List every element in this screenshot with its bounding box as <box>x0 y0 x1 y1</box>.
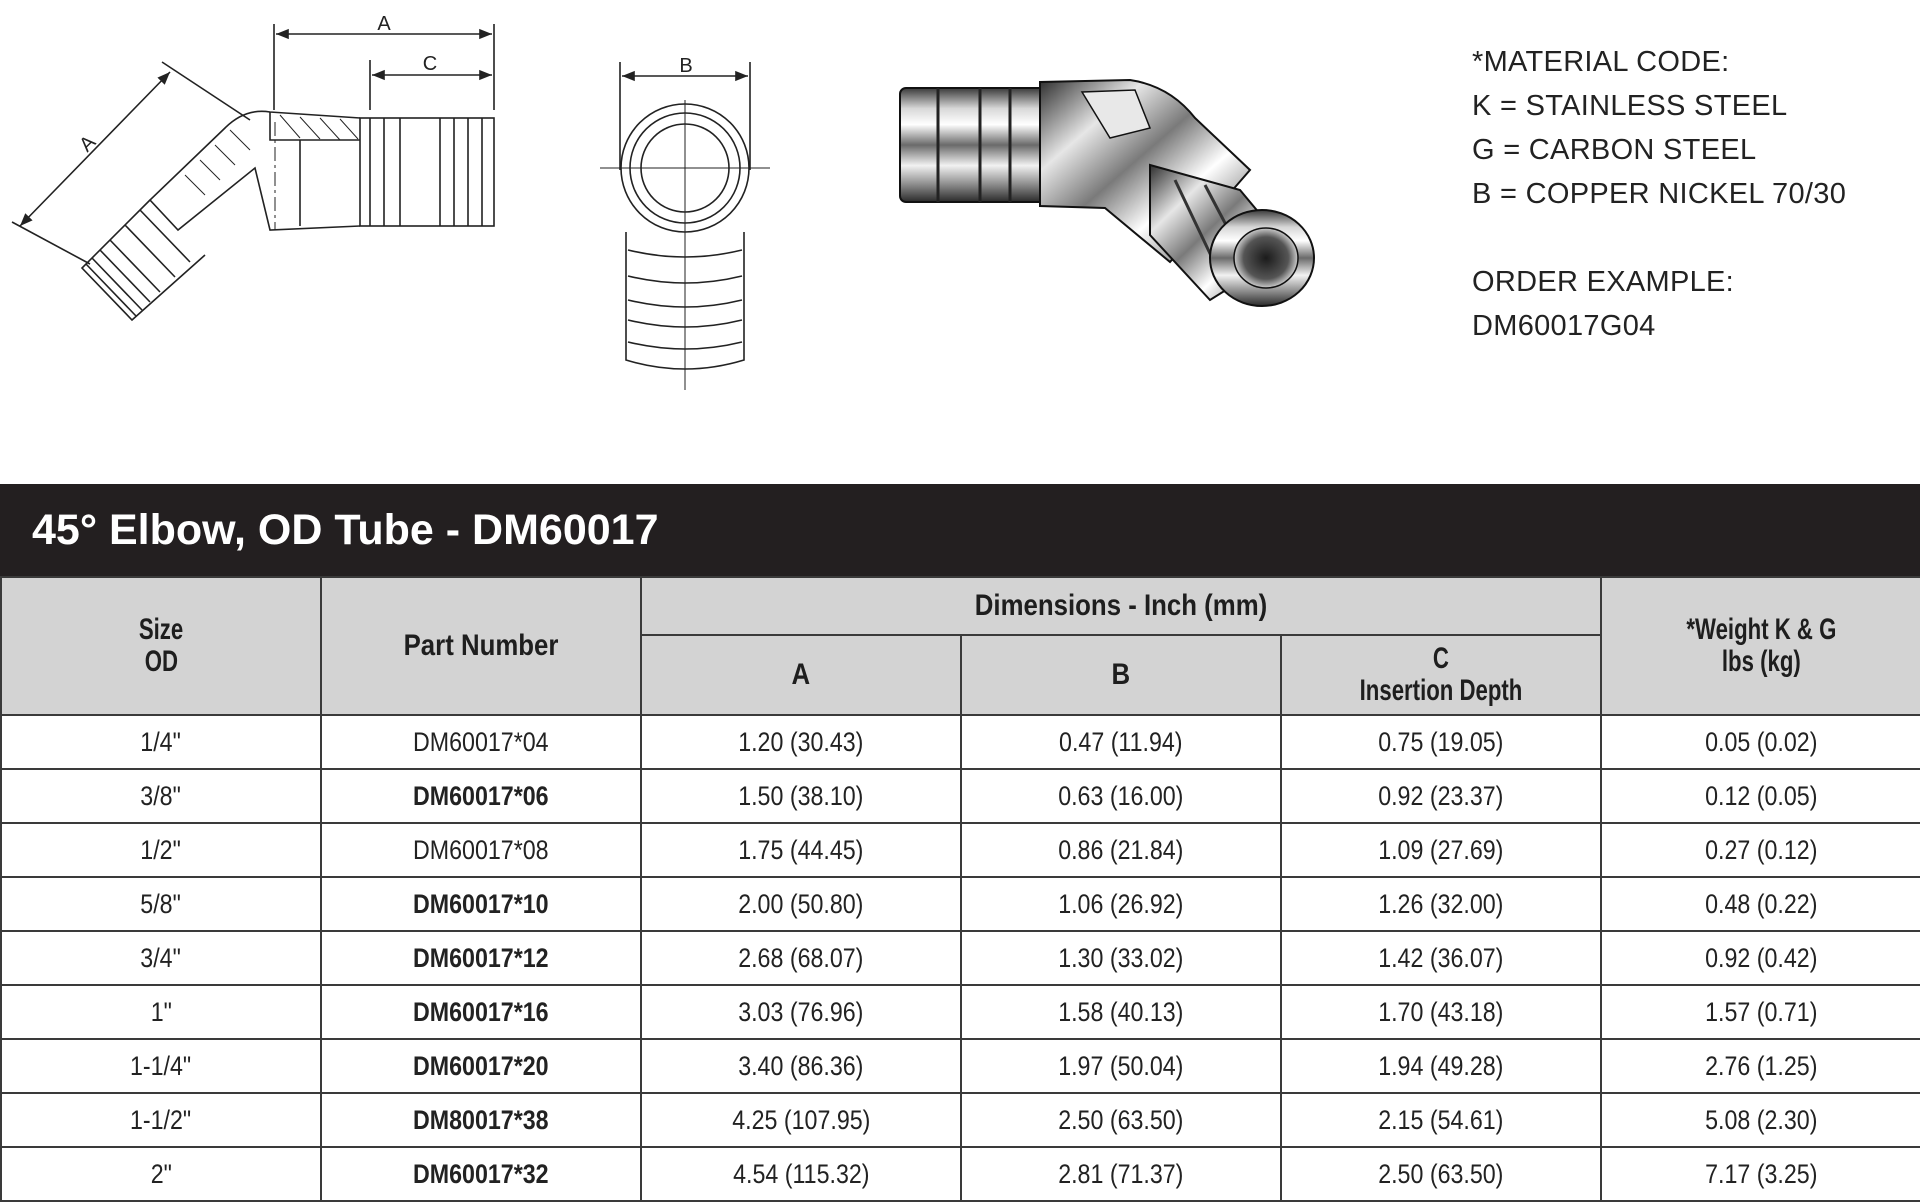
cell-part-number: DM60017*12 <box>321 931 641 985</box>
table-row <box>1 769 1920 823</box>
cell-size: 2" <box>1 1147 321 1201</box>
cell-dim-b: 0.63 (16.00) <box>961 769 1281 823</box>
cell-dim-a: 3.40 (86.36) <box>641 1039 961 1093</box>
order-example-value: DM60017G04 <box>1472 310 1656 342</box>
cell-part-number: DM60017*08 <box>321 823 641 877</box>
cell-dim-a: 2.68 (68.07) <box>641 931 961 985</box>
cell-size: 1/4" <box>1 715 321 769</box>
cell-weight: 0.27 (0.12) <box>1601 823 1920 877</box>
cell-part-number: DM60017*20 <box>321 1039 641 1093</box>
table-row <box>1 985 1920 1039</box>
elbow-render-image <box>900 80 1314 306</box>
cell-part-number: DM60017*10 <box>321 877 641 931</box>
cell-dim-b: 1.30 (33.02) <box>961 931 1281 985</box>
table-title: 45° Elbow, OD Tube - DM60017 <box>0 484 1920 576</box>
header-part-number: Part Number <box>321 577 641 715</box>
cell-dim-a: 3.03 (76.96) <box>641 985 961 1039</box>
table-row <box>1 823 1920 877</box>
header-size: Size OD <box>1 577 321 715</box>
cell-weight: 0.12 (0.05) <box>1601 769 1920 823</box>
side-view-drawing <box>12 24 494 320</box>
cell-dim-c: 1.09 (27.69) <box>1281 823 1601 877</box>
header-dimensions: Dimensions - Inch (mm) <box>641 577 1601 635</box>
cell-dim-a: 1.75 (44.45) <box>641 823 961 877</box>
cell-size: 5/8" <box>1 877 321 931</box>
cell-dim-b: 1.58 (40.13) <box>961 985 1281 1039</box>
material-b-note: B = COPPER NICKEL 70/30 <box>1472 178 1847 210</box>
cell-weight: 0.05 (0.02) <box>1601 715 1920 769</box>
cell-dim-c: 2.15 (54.61) <box>1281 1093 1601 1147</box>
material-code-header: *MATERIAL CODE: <box>1472 46 1730 78</box>
table-row <box>1 877 1920 931</box>
cell-size: 1-1/2" <box>1 1093 321 1147</box>
cell-dim-a: 1.50 (38.10) <box>641 769 961 823</box>
cell-dim-a: 2.00 (50.80) <box>641 877 961 931</box>
material-k-note: K = STAINLESS STEEL <box>1472 90 1788 122</box>
cell-part-number: DM60017*16 <box>321 985 641 1039</box>
table-row <box>1 715 1920 769</box>
header-dim-c: C Insertion Depth <box>1281 635 1601 715</box>
spec-table <box>0 576 1920 1202</box>
header-weight: *Weight K & G lbs (kg) <box>1601 577 1920 715</box>
cell-size: 3/8" <box>1 769 321 823</box>
cell-dim-b: 2.50 (63.50) <box>961 1093 1281 1147</box>
cell-weight: 0.48 (0.22) <box>1601 877 1920 931</box>
cell-part-number: DM80017*38 <box>321 1093 641 1147</box>
material-notes <box>1472 40 1846 348</box>
cell-part-number: DM60017*06 <box>321 769 641 823</box>
order-example-header: ORDER EXAMPLE: <box>1472 266 1735 298</box>
cell-part-number: DM60017*04 <box>321 715 641 769</box>
cell-dim-a: 4.54 (115.32) <box>641 1147 961 1201</box>
cell-dim-a: 4.25 (107.95) <box>641 1093 961 1147</box>
dim-a-top-label: A <box>377 13 391 35</box>
material-g-note: G = CARBON STEEL <box>1472 134 1757 166</box>
table-row <box>1 1147 1920 1201</box>
cell-size: 1" <box>1 985 321 1039</box>
header-dim-b: B <box>961 635 1281 715</box>
cell-dim-c: 1.94 (49.28) <box>1281 1039 1601 1093</box>
cell-dim-b: 2.81 (71.37) <box>961 1147 1281 1201</box>
cell-size: 1-1/4" <box>1 1039 321 1093</box>
table-row <box>1 1093 1920 1147</box>
cell-weight: 5.08 (2.30) <box>1601 1093 1920 1147</box>
dim-a-diagonal-label: A <box>75 131 101 157</box>
cell-dim-b: 1.06 (26.92) <box>961 877 1281 931</box>
cell-dim-c: 1.42 (36.07) <box>1281 931 1601 985</box>
cell-weight: 1.57 (0.71) <box>1601 985 1920 1039</box>
header-dim-a: A <box>641 635 961 715</box>
cell-size: 3/4" <box>1 931 321 985</box>
end-view-drawing <box>600 62 770 390</box>
cell-weight: 0.92 (0.42) <box>1601 931 1920 985</box>
cell-dim-c: 0.75 (19.05) <box>1281 715 1601 769</box>
cell-dim-c: 1.70 (43.18) <box>1281 985 1601 1039</box>
table-row <box>1 931 1920 985</box>
cell-weight: 2.76 (1.25) <box>1601 1039 1920 1093</box>
cell-dim-c: 2.50 (63.50) <box>1281 1147 1601 1201</box>
dim-c-label: C <box>422 53 438 75</box>
table-row <box>1 1039 1920 1093</box>
cell-dim-b: 0.86 (21.84) <box>961 823 1281 877</box>
dim-b-label: B <box>679 55 693 77</box>
cell-dim-c: 0.92 (23.37) <box>1281 769 1601 823</box>
cell-dim-c: 1.26 (32.00) <box>1281 877 1601 931</box>
cell-dim-b: 0.47 (11.94) <box>961 715 1281 769</box>
cell-size: 1/2" <box>1 823 321 877</box>
cell-dim-a: 1.20 (30.43) <box>641 715 961 769</box>
spec-table-section <box>0 484 1920 1202</box>
cell-part-number: DM60017*32 <box>321 1147 641 1201</box>
cell-dim-b: 1.97 (50.04) <box>961 1039 1281 1093</box>
cell-weight: 7.17 (3.25) <box>1601 1147 1920 1201</box>
